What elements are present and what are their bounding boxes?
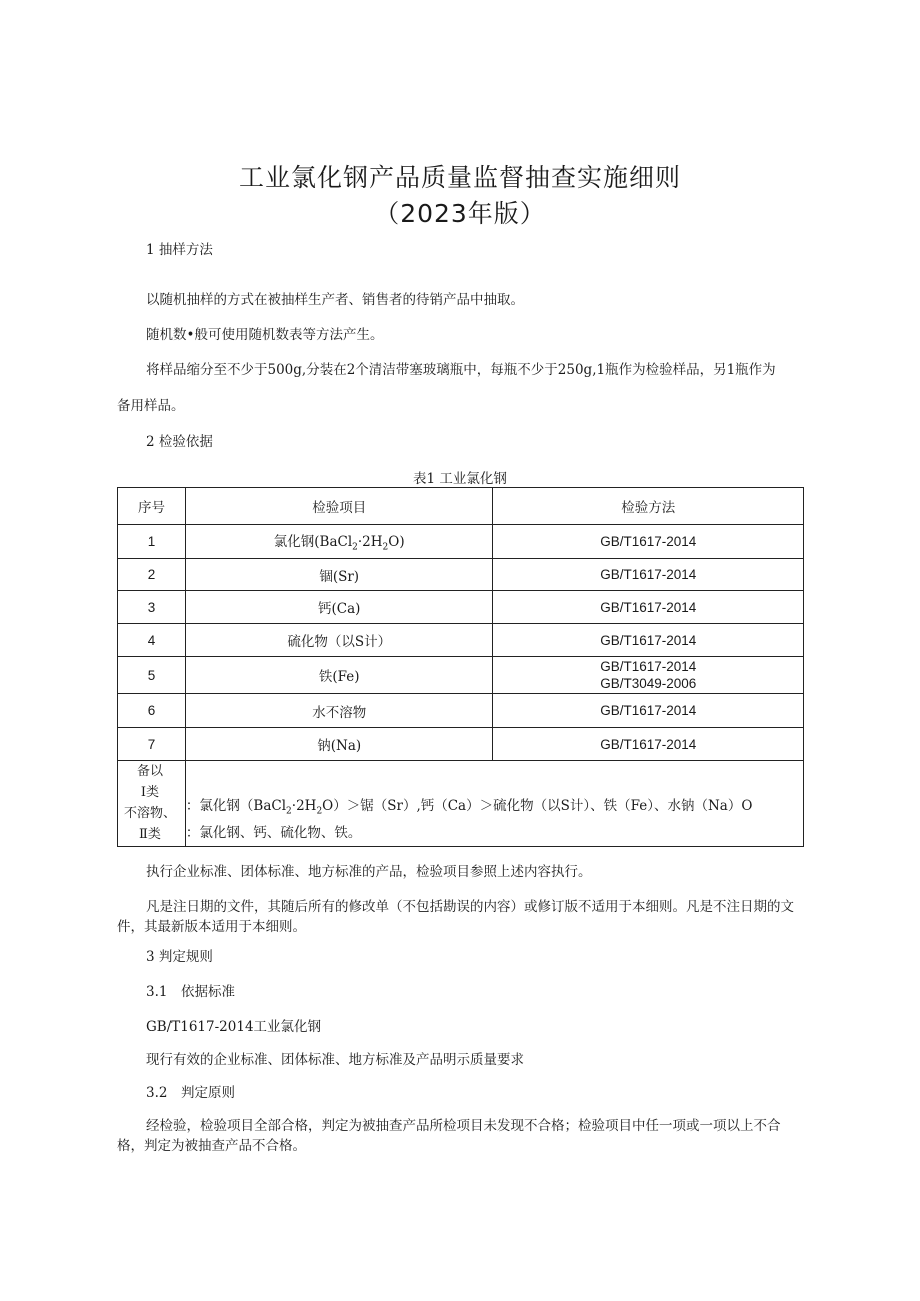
row-no: 6 — [118, 694, 186, 728]
table-row — [118, 559, 804, 591]
table-caption: 表1 工业氯化钢 — [413, 471, 507, 487]
row-method: GB/T1617-2014 — [493, 694, 804, 728]
standard-1: GB/T1617-2014工业氯化钢 — [146, 1019, 322, 1035]
standard-2: 现行有效的企业标准、团体标准、地方标准及产品明示质量要求 — [146, 1052, 524, 1068]
row-no: 3 — [118, 591, 186, 624]
table-row — [118, 525, 804, 559]
row-item: 钠(Na) — [185, 728, 493, 761]
table-header-row — [118, 488, 804, 525]
table-row — [118, 591, 804, 624]
row-item: 锢(Sr) — [185, 559, 493, 591]
table-row — [118, 728, 804, 761]
header-method: 检验方法 — [493, 488, 804, 525]
row-no: 5 — [118, 657, 186, 694]
section-1-paragraph-3: 将样品缩分至不少于500g,分装在2个清洁带塞玻璃瓶中，每瓶不少于250g,1瓶作为检验样品，另1瓶作为 — [146, 362, 776, 378]
section-3-heading: 3 判定规则 — [146, 949, 213, 965]
row-method: GB/T1617-2014 — [493, 559, 804, 591]
section-2-paragraph-2: 凡是注日期的文件，其随后所有的修改单（不包括勘误的内容）或修订版不适用于本细则。凡是不注日期的文件，其最新版本适用于本细则。 — [117, 899, 794, 935]
section-2-heading: 2 检验依据 — [146, 434, 213, 450]
row-method: GB/T1617-2014 GB/T3049-2006 — [493, 657, 804, 694]
remark-text: ：氯化钢$(BaCl_2\cdot 2H_2O)>$锯（Sr）,钙（Ca）＞硫化物（以S计）、铁（Fe）、水钠（Na）O ：氯化钢、钙、硫化物、铁。 — [185, 761, 803, 847]
table-remark-row — [118, 761, 804, 847]
section-1-heading: 1 抽样方法 — [146, 242, 213, 258]
remark-label: 备以 I类 不溶物、 Ⅱ类 — [118, 761, 186, 847]
section-1-paragraph-2: 随机数•般可使用随机数表等方法产生。 — [146, 327, 384, 343]
table-row — [118, 624, 804, 657]
header-no: 序号 — [118, 488, 186, 525]
section-1-paragraph-1: 以随机抽样的方式在被抽样生产者、销售者的待销产品中抽取。 — [146, 292, 524, 308]
row-item: 水不溶物 — [185, 694, 493, 728]
row-method: GB/T1617-2014 — [493, 624, 804, 657]
row-no: 1 — [118, 525, 186, 559]
header-item: 检验项目 — [185, 488, 493, 525]
row-method: GB/T1617-2014 — [493, 591, 804, 624]
page-title: 工业氯化钢产品质量监督抽查实施细则 — [238, 163, 681, 192]
row-no: 7 — [118, 728, 186, 761]
page-subtitle: （2023年版） — [374, 199, 546, 228]
section-2-paragraph-1: 执行企业标准、团体标准、地方标准的产品，检验项目参照上述内容执行。 — [146, 864, 592, 880]
row-no: 2 — [118, 559, 186, 591]
row-item: 氯化钢$(BaCl_2\cdot 2H_2O)$ — [185, 525, 493, 559]
table-row — [118, 657, 804, 694]
inspection-table — [117, 487, 804, 847]
section-3-2-heading: 3.2 判定原则 — [146, 1085, 235, 1101]
row-item: 钙(Ca) — [185, 591, 493, 624]
row-no: 4 — [118, 624, 186, 657]
row-item: 硫化物（以S计） — [185, 624, 493, 657]
section-1-paragraph-3-cont: 备用样品。 — [117, 398, 185, 414]
row-method: GB/T1617-2014 — [493, 728, 804, 761]
row-item: 铁(Fe) — [185, 657, 493, 694]
section-3-2-paragraph: 经检验，检验项目全部合格，判定为被抽查产品所检项目未发现不合格；检验项目中任一项或一项以上不合格，判定为被抽查产品不合格。 — [117, 1118, 781, 1154]
row-method: GB/T1617-2014 — [493, 525, 804, 559]
table-row — [118, 694, 804, 728]
section-3-1-heading: 3.1 依据标准 — [146, 984, 235, 1000]
